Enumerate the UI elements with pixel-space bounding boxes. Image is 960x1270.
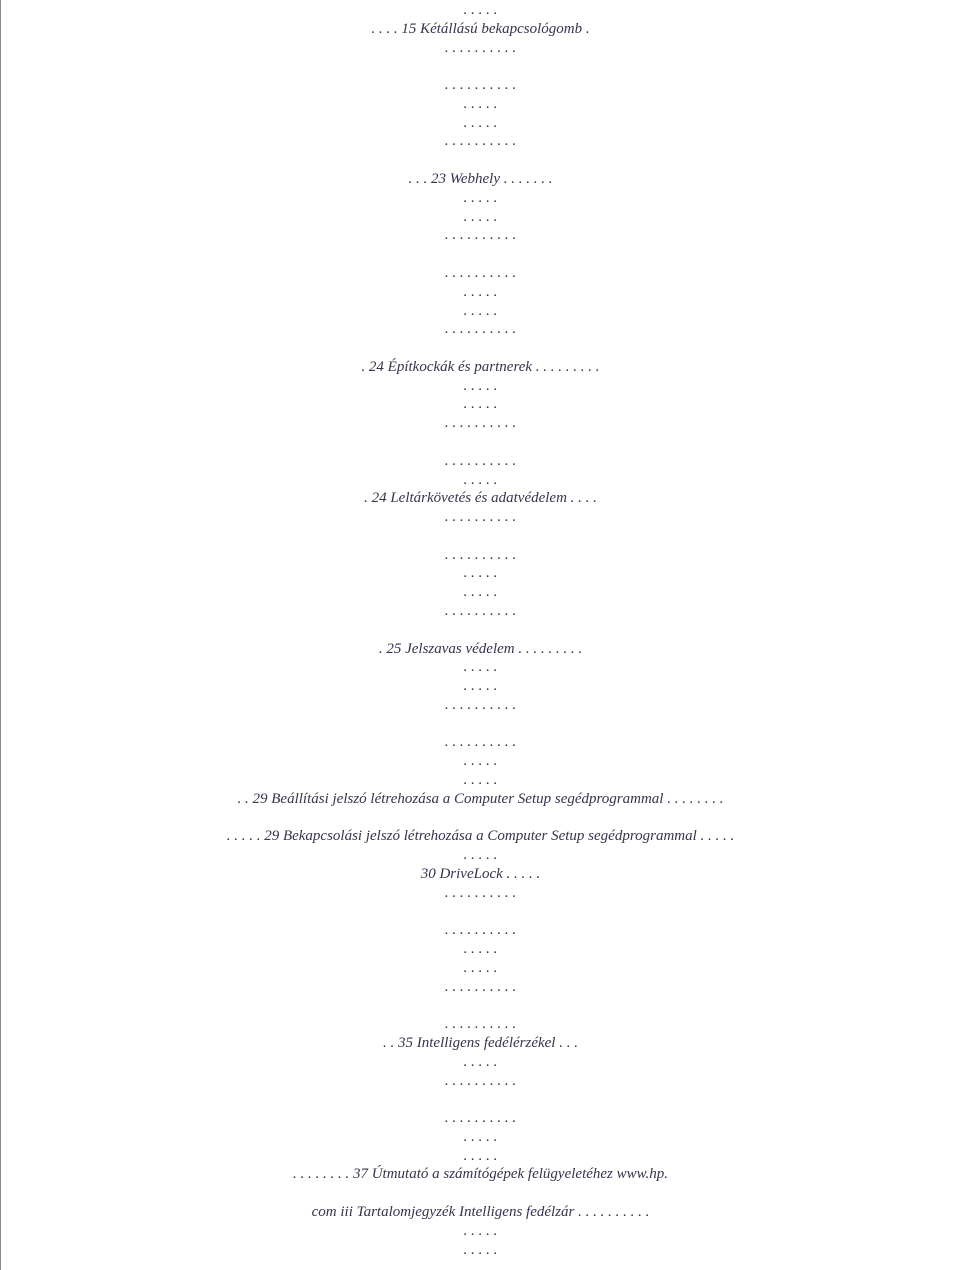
- toc-line: . . . . 15 Kétállású bekapcsológomb .: [371, 20, 590, 37]
- toc-line: . . . . . . . . . .: [444, 978, 517, 995]
- toc-line: . . . . . . . . . .: [444, 452, 517, 469]
- toc-line: . . . . .: [463, 302, 498, 319]
- toc-line: . . . . . . . . . .: [444, 696, 517, 713]
- toc-line: . . . . .: [463, 1222, 498, 1239]
- blank-line: [1, 433, 960, 452]
- blank-line: [1, 339, 960, 358]
- toc-line: . . . . . . . . . .: [444, 39, 517, 56]
- blank-line: [1, 996, 960, 1015]
- toc-line: com iii Tartalomjegyzék Intelligens fedélzár . . . . . . . . . .: [311, 1204, 650, 1220]
- toc-line: . . 29 Beállítási jelszó létrehozása a Computer Setup segédprogrammal . . . . . . . .: [237, 790, 724, 807]
- blank-line: [1, 809, 960, 828]
- toc-line: . . . . . . . . . .: [444, 603, 517, 619]
- blank-line: [1, 57, 960, 76]
- toc-line: . . . . . . . . . .: [444, 1110, 517, 1127]
- toc-line: . . . . .: [463, 941, 498, 958]
- toc-line: . . . . .: [463, 847, 498, 864]
- toc-line: . . . . .: [463, 377, 498, 394]
- toc-line: . . . . .: [463, 565, 498, 582]
- blank-line: [1, 151, 960, 170]
- toc-line: . . . . . 29 Bekapcsolási jelszó létrehozása a Computer Setup segédprogrammal . . . . .: [226, 828, 735, 845]
- toc-line: . . . . .: [463, 678, 498, 695]
- toc-line: . . 35 Intelligens fedélérzékel . . .: [383, 1034, 578, 1051]
- toc-line: . . . . .: [463, 1147, 498, 1164]
- toc-line: . . . . .: [463, 959, 498, 976]
- toc-line: . . . . .: [463, 114, 498, 131]
- toc-line: . . . . . . . . . .: [444, 509, 517, 526]
- toc-line: . . . . . . . . 37 Útmutató a számítógépek felügyeletéhez www.hp.: [292, 1166, 669, 1183]
- toc-line: . . . . . . . . . .: [444, 77, 517, 94]
- blank-line: [1, 245, 960, 264]
- toc-line: . . . . .: [463, 95, 498, 112]
- toc-line: . . . . .: [463, 189, 498, 206]
- toc-line: . . . . .: [463, 208, 498, 225]
- blank-line: [1, 1090, 960, 1109]
- blank-line: [1, 715, 960, 734]
- toc-line: . . . . . . . . . .: [444, 1072, 517, 1089]
- toc-line: . . . . . . . . . .: [444, 321, 517, 338]
- toc-line: . . . 23 Webhely . . . . . . .: [408, 171, 553, 188]
- toc-line: . . . . .: [463, 659, 498, 676]
- blank-line: [1, 621, 960, 640]
- toc-line: . . . . .: [463, 2, 498, 18]
- toc-line: 30 DriveLock . . . . .: [420, 865, 541, 882]
- toc-line: . . . . . . . . . .: [444, 1016, 517, 1033]
- blank-line: [1, 903, 960, 922]
- toc-line: . . . . .: [463, 1053, 498, 1070]
- toc-line: . . . . .: [463, 753, 498, 770]
- toc-line: . . . . . . . . . .: [444, 415, 517, 432]
- blank-line: [1, 1184, 960, 1203]
- toc-line: . . . . . . . . . .: [444, 884, 517, 901]
- toc-line: . . . . .: [463, 396, 498, 413]
- toc-line: . . . . . . . . . .: [444, 546, 517, 563]
- toc-line: . . . . .: [463, 471, 498, 488]
- blank-line: [1, 527, 960, 546]
- toc-line: . 24 Leltárkövetés és adatvédelem . . . .: [364, 490, 597, 507]
- toc-line: . . . . . . . . . .: [444, 227, 517, 244]
- toc-line: . . . . . . . . . .: [444, 922, 517, 939]
- toc-line: . . . . .: [463, 584, 498, 601]
- toc-line: . . . . . . . . . .: [444, 264, 517, 281]
- toc-line: . . . . .: [463, 1241, 498, 1258]
- toc-line: . . . . .: [463, 1128, 498, 1145]
- toc-line: . 25 Jelszavas védelem . . . . . . . . .: [378, 640, 583, 657]
- toc-line: . 24 Építkockák és partnerek . . . . . . . . .: [361, 358, 600, 375]
- toc-line: . . . . . . . . . .: [444, 734, 517, 751]
- toc-line: . . . . .: [463, 283, 498, 300]
- toc-line: . . . . . . . . . .: [444, 133, 517, 150]
- toc-line: . . . . .: [463, 772, 498, 789]
